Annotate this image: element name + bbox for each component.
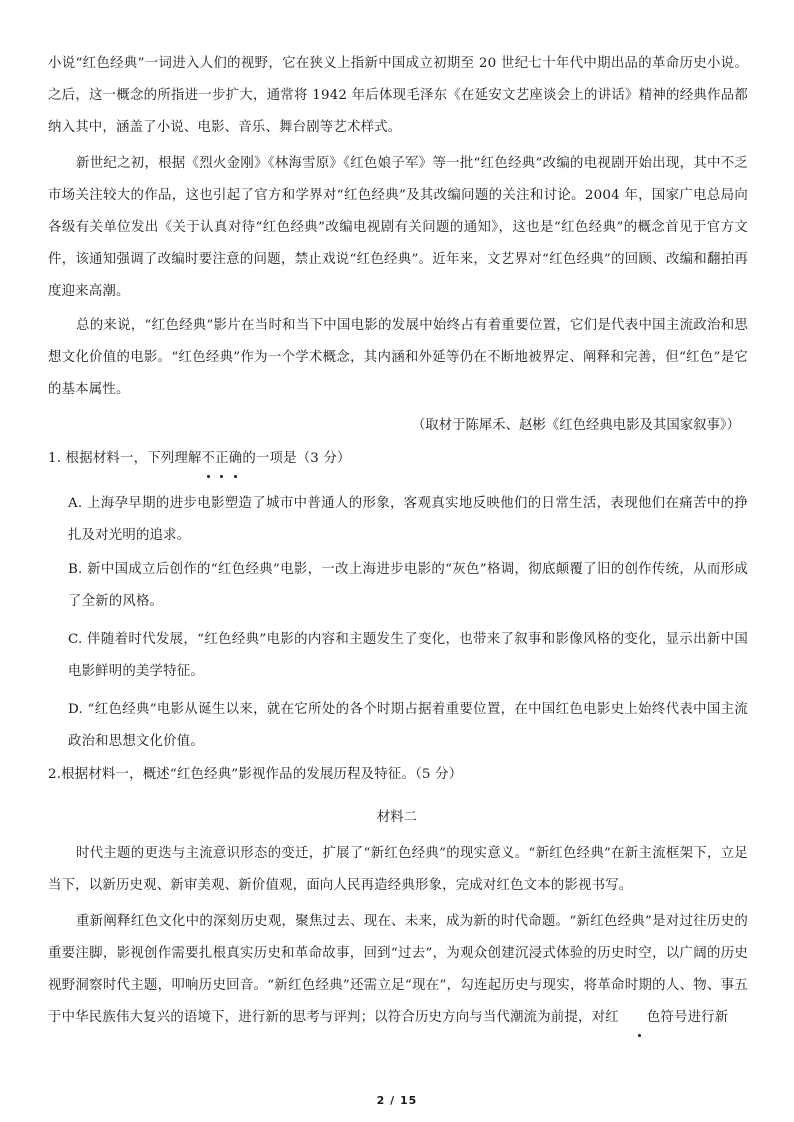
question-1-stem [48,443,748,475]
material1-paragraph-2: 新世纪之初，根据《烈火金刚》《林海雪原》《红色娘子军》等一批“红色经典”改编的电视剧开始出现，其中不乏市场关注较大的作品，这也引起了官方和学界对“红色经典”及其改编问题的关注和讨论。2004 年，国家广电总局向各级有关单位发出《关于认真对待“红色经典”改编电视剧有关问题的通知》，这也是“红色经典”的概念首见于官方文件，该通知强调了改编时要注意的问题，禁止戏说“红色经典”。近年来，文艺界对“红色经典”的回顾、改编和翻拍再度迎来高潮。 [48,156,748,299]
page-number: 2 / 15 [376,1094,418,1107]
material2-paragraph-2-text: 重新阐释红色文化中的深刻历史观，聚焦过去、现在、未来，成为新的时代命题。“新红色经典”是对过往历史的重要注脚，影视创作需要扎根真实历史和革命故事，回到“过去”，为观众创建沉浸式体验的历史时空，以广阔的历史视野洞察时代主题，叩响历史回音。“新红色经典”还需立足“现在”，勾连起历史与现实，将革命时期的人、物、事五于中华民族伟大复兴的语境下，进行新的思考与评判；以符合历史方向与当代潮流为前提，对红 [48,914,748,1025]
emphasis-char-1: 不 [202,443,216,475]
material2-paragraph-1: 时代主题的更迭与主流意识形态的变迁，扩展了“新红色经典”的现实意义。“新红色经典”在新主流框架下，立足当下，以新历史观、新审美观、新价值观，面向人民再造经典形象，完成对红色文本的影视书写。 [48,846,748,893]
option-d: D. “红色经典”电影从诞生以来，就在它所处的各个时期占据着重要位置，在中国红色电影史上始终代表中国主流政治和思想文化价值。 [68,702,748,749]
material2-paragraph-2-tail: 符号进行新 [660,1010,729,1025]
emphasis-char-se: 色 [619,1002,661,1034]
emphasis-char-2: 正 [215,443,229,475]
material2-paragraph-2 [48,906,748,1034]
emphasis-char-3: 确 [229,443,243,475]
option-b: B. 新中国成立后创作的“红色经典”电影，一改上海进步电影的“灰色”格调，彻底颠覆了旧的创作传统，从而形成了全新的风格。 [68,562,748,609]
material2-heading: 材料二 [376,810,418,825]
question-1-suffix: 的一项是（3 分） [242,451,351,466]
material1-paragraph-1: 小说“红色经典”一词进入人们的视野，它在狭义上指新中国成立初期至 20 世纪七十年代中期出品的革命历史小说。之后，这一概念的所指进一步扩大，通常将 1942 年后体现毛泽东《在延安文艺座谈会上的讲话》精神的经典作品都纳入其中，涵盖了小说、电影、音乐、舞台剧等艺术样式。 [48,56,748,135]
option-a: A. 上海孕早期的进步电影塑造了城市中普通人的形象，客观真实地反映他们的日常生活，表现他们在痛苦中的挣扎及对光明的追求。 [68,496,748,543]
question-1-prefix: 1. 根据材料一，下列理解 [48,451,202,466]
option-c: C. 伴随着时代发展，“红色经典”电影的内容和主题发生了变化，也带来了叙事和影像风格的变化，显示出新中国电影鲜明的美学特征。 [68,632,748,679]
question-2: 2.根据材料一，概述“红色经典”影视作品的发展历程及特征。（5 分） [48,767,463,782]
source-citation: （取材于陈犀禾、赵彬《红色经典电影及其国家叙事》） [411,418,740,433]
material1-paragraph-3: 总的来说，“红色经典”影片在当时和当下中国电影的发展中始终占有着重要位置，它们是代表中国主流政治和思想文化价值的电影。“红色经典”作为一个学术概念，其内涵和外延等仍在不断地被界定、阐释和完善，但“红色”是它的基本属性。 [48,318,748,397]
